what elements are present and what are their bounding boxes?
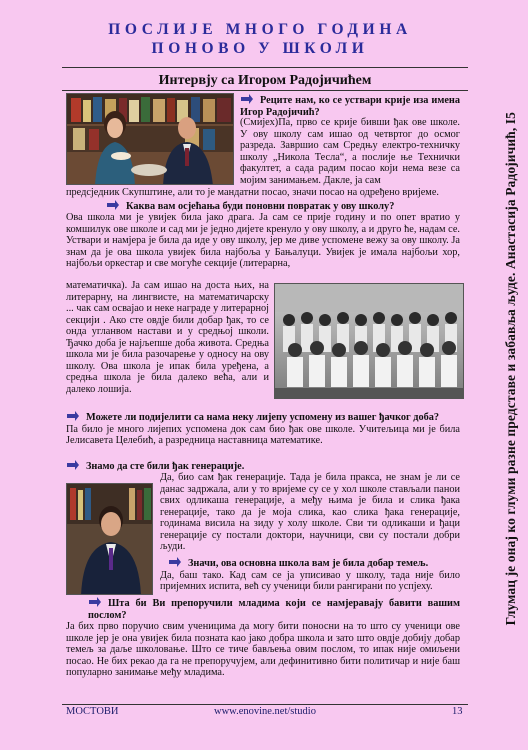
arrow-bullet-icon (106, 200, 120, 210)
footer-magazine-name: МОСТОВИ (66, 706, 119, 717)
section-2-answer-upper (66, 212, 460, 280)
section-2-answer-lower (66, 280, 269, 395)
arrow-bullet-icon (240, 94, 254, 104)
section-1-question-block (240, 94, 460, 118)
section-5-block (160, 557, 460, 593)
section-2-question: Каква вам осјећања буди поновни повратак у ову школу? (126, 201, 395, 212)
footer-page-number: 13 (452, 706, 463, 717)
section-6-question: Шта би Ви препоручили младима који се намјеравају бавити вашим послом? (88, 598, 460, 621)
class-photo-image (275, 284, 464, 399)
section-6-answer: Ја бих прво поручио свим ученицима да могу бити поносни на то што су ученици ове школе јер је она увијек била позната као јако добра школа и зато што овдје добију добар темељ за даље школовање. Што се тиче бављења овим послом, то ипак није омиљени посао. Не бих рекао да га не препоручујем, али дефинитивно бити политичар и није баш популарно занимање међу младима. (66, 621, 460, 679)
class-photo (274, 283, 464, 399)
arrow-bullet-icon (66, 460, 80, 470)
section-1-answer-upper (240, 117, 460, 186)
section-5-question: Значи, ова основна школа вам је била добар темељ. (188, 558, 429, 569)
section-3-answer: Па било је много лијепих успомена док сам био ђак ове школе. Учитељица ми је била Јелисавета Целебић, а разредница наставница математике. (66, 423, 460, 447)
portrait-photo (66, 483, 153, 595)
headline-line-2: ПОНОВО У ШКОЛИ (151, 40, 369, 57)
arrow-bullet-icon (66, 411, 80, 421)
footer-website-link[interactable]: www.enovine.net/studio (214, 706, 316, 717)
section-1-question: Реците нам, ко се уствари крије иза имена Игор Радојичић? (240, 95, 460, 118)
footer-rule (62, 704, 468, 705)
section-4-question: Знамо да сте били ђак генерације. (86, 461, 245, 472)
section-1-answer-tail: предсједник Скупштине, али то је мандатни посао, значи посао на одређено вријеме. (66, 187, 439, 198)
sidebar-quote (494, 112, 528, 672)
arrow-bullet-icon (168, 557, 182, 567)
interview-photo (66, 93, 234, 185)
interview-photo-image (67, 94, 234, 185)
section-2-answer: Ова школа ми је увијек била јако драга. Ја сам се прије годину и по опет вратио у комшилук ове школе и сад ми је једно дијете кренуло у ову школу, а и друго ће, надам се. Уствари и намјера је била да иде у ову школу, јер ме диве успомене вежу за ову школу. Ја знам да је ова школа увијек била најбоља у Бањалуци. Увијек је имала најбољи хор, најбољи оркестар и све могуће секције (литерарна, (66, 212, 460, 270)
article-subtitle: Интервју са Игором Радојичићем (158, 73, 372, 88)
section-4-question-block (66, 460, 460, 473)
sidebar-quote-text: Глумац је онај ко глуми разне представе и забавља људе. Анастасија Радојичић, I5 (503, 112, 518, 626)
portrait-photo-image (67, 484, 153, 595)
section-6-block (66, 597, 460, 679)
section-2-block (66, 200, 460, 213)
section-4-answer: Да, био сам ђак генерације. Тада је била пракса, не знам је ли се данас задржала, али у то вријеме су се у хол школе стављали панои свих одликаша генерације, а међу њима је била и слика ђака генерације, тако да је моја слика, као слика ђака генерације, годинама висила на зиду у холу школе. Сви ти одликаши и ђаци генерације су постали доктори, научници, сви су постали добри људи. (160, 472, 460, 553)
section-1-answer-lower-wrap (66, 187, 460, 199)
arrow-bullet-icon (88, 597, 102, 607)
top-rule (62, 67, 468, 68)
section-3-question: Можете ли подијелити са нама неку лијепу успомену из вашег ђачког доба? (86, 412, 440, 423)
section-2-answer-continued: математичка). Ја сам ишао на доста њих, на литерарну, на лингвисте, на математичарску ... чак сам освајао и неке награде у литерарној секцији . Ако сте овдје били добар ђак, то се онда угланвом настави и у средњој школи. Ђачко доба је најљепше доба живота. Средња школа ми је била разочарење у односу на ову школу. Ова школа је ипак била уређена, а средња школа је била далеко већа, али и далеко лошија. (66, 280, 269, 395)
section-3-block (66, 411, 460, 447)
section-1-answer: (Смијех)Па, прво се крије бивши ђак ове школе. У ову школу сам ишао од четвртог до осмог разреда. Завршио сам Средњу електро-техничку школу „Никола Тесла“, а послије ње Технички факултет, а сада радим посао који нема везе са мојим занимањем. Дакле, ја сам (240, 117, 460, 186)
headline (60, 20, 460, 58)
section-4-answer-block (160, 472, 460, 553)
headline-line-1: ПОСЛИЈЕ МНОГО ГОДИНА (108, 21, 412, 38)
section-5-answer: Да, баш тако. Кад сам се ја уписивао у школу, тада није било пријемних испита, већ су ученици били рангирани по успјеху. (160, 569, 460, 593)
subtitle-rule (62, 90, 468, 91)
